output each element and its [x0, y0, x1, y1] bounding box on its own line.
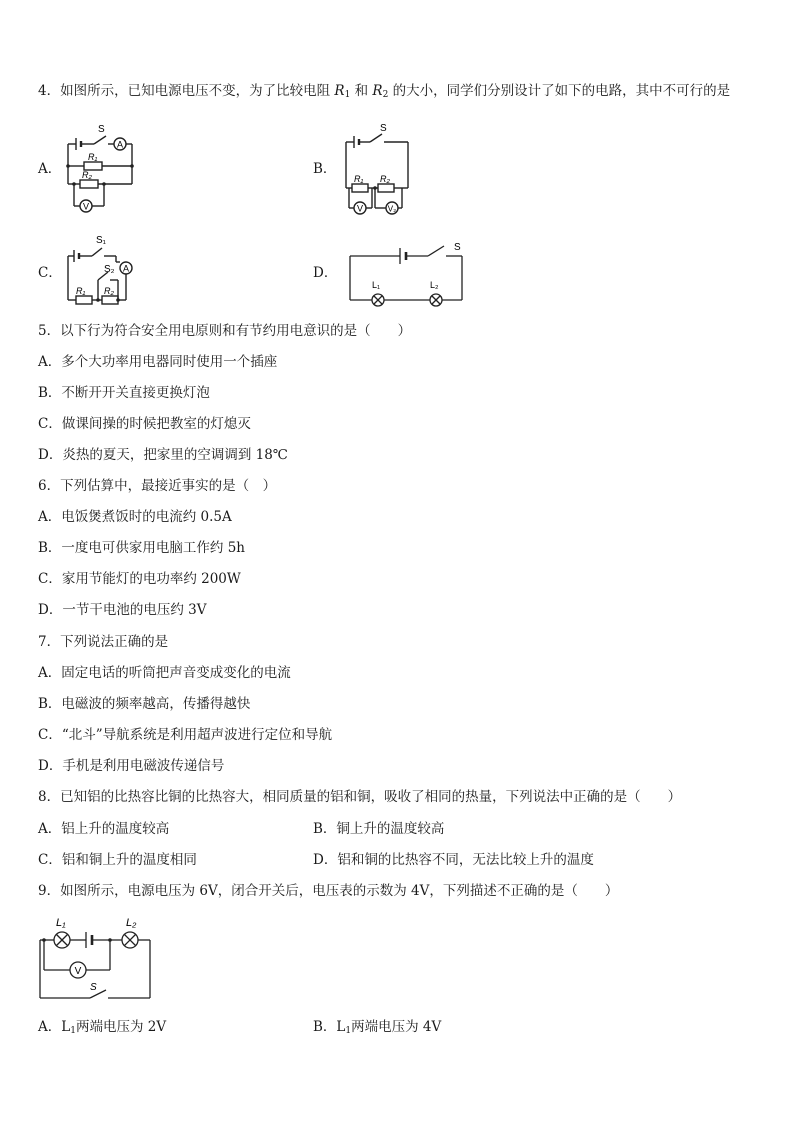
question-9-stem: 9．如图所示，电源电压为 6V，闭合开关后，电压表的示数为 4V，下列描述不正确的是（ ）: [38, 883, 619, 899]
r2-label: R₂: [380, 174, 390, 184]
r2-label: R₂: [104, 286, 114, 296]
circuit-diagram-a: [62, 122, 144, 218]
q8-option-b: B．铜上升的温度较高: [313, 821, 445, 837]
ammeter-label: A: [116, 139, 124, 150]
q4-r1-sub: 1: [344, 90, 351, 100]
q7-option-b: B．电磁波的频率越高，传播得越快: [38, 696, 251, 712]
q9-option-a-post: 两端电压为 2V: [75, 1019, 167, 1035]
q5-option-a: A．多个大功率用电器同时使用一个插座: [38, 354, 278, 370]
circuit-diagram-d: [344, 238, 474, 310]
q4-text-pre: 4．如图所示，已知电源电压不变，为了比较电阻: [38, 83, 335, 99]
switch-label: S: [90, 982, 97, 993]
q7-option-a: A．固定电话的听筒把声音变成变化的电流: [38, 665, 291, 681]
lamp-2-label: L₂: [126, 917, 137, 929]
lamp-1-label: L₁: [372, 280, 381, 290]
q8-option-d: D．铝和铜的比热容不同，无法比较上升的温度: [313, 852, 594, 868]
q9-option-b-pre: B．L: [313, 1019, 346, 1035]
q5-option-d: D．炎热的夏天，把家里的空调调到 18℃: [38, 447, 288, 463]
junction-dot: [66, 164, 70, 168]
question-8-stem: 8．已知铝的比热容比铜的比热容大，相同质量的铝和铜，吸收了相同的热量，下列说法中正确的是（ ）: [38, 789, 682, 805]
r1-label: R₁: [354, 174, 364, 184]
q9-option-b: [313, 1018, 441, 1040]
switch-1-label: S₁: [96, 235, 107, 246]
q6-option-b: B．一度电可供家用电脑工作约 5h: [38, 540, 245, 556]
q4-r2-sub: 2: [382, 90, 389, 100]
q8-option-a: A．铝上升的温度较高: [38, 821, 170, 837]
q9-option-a-pre: A．L: [38, 1019, 71, 1035]
switch-label: S: [380, 123, 387, 134]
voltmeter-2-label: V₂: [387, 204, 397, 214]
junction-dot: [96, 298, 100, 302]
junction-dot: [373, 186, 377, 190]
q4-r2: R: [372, 83, 383, 99]
junction-dot: [102, 182, 106, 186]
q9-option-a: [38, 1018, 166, 1040]
switch-label: S: [454, 242, 461, 253]
r1-label: R₁: [76, 286, 86, 296]
q6-option-c: C．家用节能灯的电功率约 200W: [38, 571, 241, 587]
q7-option-c: C．“北斗”导航系统是利用超声波进行定位和导航: [38, 727, 333, 743]
circuit-diagram-b: [340, 122, 422, 222]
q4-option-d-label: D．: [313, 265, 338, 281]
q4-option-b-label: B．: [313, 161, 337, 177]
q4-option-a-label: A．: [38, 161, 62, 177]
q7-option-d: D．手机是利用电磁波传递信号: [38, 758, 225, 774]
junction-dot: [72, 182, 76, 186]
r1-label: R₁: [88, 152, 98, 162]
q4-option-c-label: C．: [38, 265, 62, 281]
q4-and: 和: [350, 83, 373, 99]
question-5-stem: 5．以下行为符合安全用电原则和有节约用电意识的是（ ）: [38, 323, 412, 339]
question-7-stem: 7．下列说法正确的是: [38, 634, 169, 650]
junction-dot: [42, 938, 46, 942]
q4-text-post: 的大小，同学们分别设计了如下的电路，其中不可行的是: [388, 83, 731, 99]
lamp-1-label: L₁: [56, 917, 66, 929]
voltmeter-label: V: [82, 201, 90, 212]
q9-option-b-sub: 1: [345, 1026, 352, 1036]
circuit-diagram-c: [62, 228, 144, 312]
voltmeter-1-label: V: [356, 203, 364, 214]
question-6-stem: 6．下列估算中，最接近事实的是（ ）: [38, 478, 277, 494]
q8-option-c: C．铝和铜上升的温度相同: [38, 852, 197, 868]
junction-dot: [108, 938, 112, 942]
q6-option-a: A．电饭煲煮饭时的电流约 0.5A: [38, 509, 232, 525]
ammeter-label: A: [122, 263, 130, 274]
lamp-2-label: L₂: [430, 280, 439, 290]
voltmeter-label: V: [74, 966, 82, 977]
switch-2-label: S₂: [104, 264, 115, 275]
r2-label: R₂: [82, 170, 92, 180]
switch-label: S: [98, 124, 105, 135]
junction-dot: [116, 298, 120, 302]
circuit-diagram-q9: [36, 912, 160, 1004]
q5-option-b: B．不断开开关直接更换灯泡: [38, 385, 210, 401]
q5-option-c: C．做课间操的时候把教室的灯熄灭: [38, 416, 251, 432]
q6-option-d: D．一节干电池的电压约 3V: [38, 602, 207, 618]
question-4-stem: [38, 82, 730, 104]
q9-option-b-post: 两端电压为 4V: [351, 1019, 442, 1035]
q9-option-a-sub: 1: [70, 1026, 76, 1036]
q4-r1: R: [334, 83, 345, 99]
junction-dot: [130, 164, 134, 168]
